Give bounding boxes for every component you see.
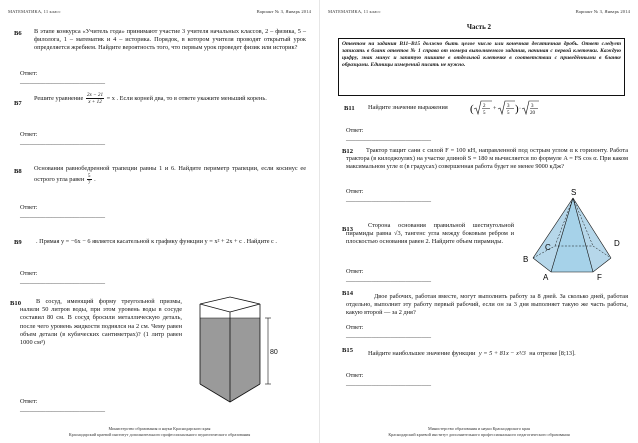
- height-label: 80: [270, 349, 278, 356]
- task-text: Сторона основания правильной шестиугольной пирамиды равна √3, тангенс угла между боковым ребром и плоскостью основания равен 2. Найдите объем пирамиды.: [346, 222, 514, 246]
- vertex-a: A: [543, 273, 549, 282]
- task-number: B12: [342, 148, 353, 155]
- task-number: B9: [14, 239, 22, 246]
- prism-figure: [188, 294, 288, 406]
- svg-text:2: 2: [483, 104, 486, 109]
- fraction: $\frac{5}{7}$: [87, 173, 91, 187]
- svg-text:·: ·: [519, 106, 521, 112]
- task-text: В сосуд, имеющий форму треугольной призмы, налили 50 литров воды, при этом уровень воды в сосуде составил 80 см. В сосуд бросили металлическую деталь, после чего уровень жидкости поднялся на 2 см. Чему равен объем детали (в кубических сантиметрах)? (1 литр равен 1000 см³): [20, 298, 182, 347]
- task-number: B6: [14, 30, 22, 37]
- answer-line: Ответ: ___________________________: [346, 188, 432, 204]
- svg-text:+: +: [493, 106, 497, 112]
- vertex-f: F: [597, 273, 602, 282]
- task-number: B13: [342, 226, 353, 233]
- task-number: B11: [344, 105, 355, 112]
- svg-text:20: 20: [530, 111, 535, 116]
- task-text: Трактор тащит сани с силой F = 100 кН, направленной под острым углом α к горизонту. Работа трактора (в килоджоулях) на участке длиной S = 180 м вычисляется по формуле A = FS cos α. При каком максимальном угле α (в градусах) совершенная работа будет не менее 9000 кДж?: [346, 147, 628, 171]
- vertex-c: C: [545, 243, 551, 252]
- svg-text:5: 5: [507, 111, 510, 116]
- task-number: B10: [10, 300, 21, 307]
- footer: Министерство образования и науки Краснодарского края Краснодарский краевой институт дополнительного профессионального педагогического образования: [68, 426, 251, 437]
- vertex-d: D: [614, 239, 620, 248]
- footer: Министерство образования и науки Краснодарского края Краснодарский краевой институт дополнительного профессионального педагогического образования: [388, 426, 570, 437]
- answer-line: Ответ: ___________________________: [20, 70, 106, 86]
- task-text: Найдите значение выражения: [368, 104, 448, 111]
- part-title: Часть 2: [466, 23, 492, 31]
- svg-text:): ): [515, 103, 519, 115]
- function-formula: y = 5 + 81x − x³/3: [478, 350, 526, 357]
- fraction: $\frac{2x - 21}{x + 12}$: [86, 92, 104, 105]
- answer-line: Ответ: ___________________________: [20, 131, 106, 147]
- header-subject: МАТЕМАТИКА, 11 класс: [328, 9, 381, 14]
- vertex-b: B: [523, 255, 529, 264]
- vertex-s: S: [571, 188, 577, 197]
- b11-expression: [470, 98, 540, 118]
- answer-line: Ответ: ___________________________: [346, 372, 432, 388]
- instructions-box: Ответом на задания B11–B15 должно быть целое число или конечная десятичная дробь. Ответ следует записать в бланк ответов № 1 справа от номера выполняемого задания, начиная с первой клеточки. Каждую цифру, знак минус и запятую пишите в отдельной клеточке в соответствии с приведёнными в бланке образцами. Единицы измерений писать не нужно.: [338, 38, 625, 96]
- answer-line: Ответ: ___________________________: [20, 270, 106, 286]
- task-number: B7: [14, 100, 22, 107]
- task-number: B14: [342, 290, 353, 297]
- task-text: Решите уравнение $\frac{2x - 21}{x + 12}$ = x . Если корней два, то в ответе укажите меньший корень.: [34, 92, 267, 105]
- svg-text:3: 3: [531, 104, 534, 109]
- svg-text:3: 3: [507, 104, 510, 109]
- answer-line: Ответ: ___________________________: [20, 204, 106, 220]
- task-text: В этапе конкурса «Учитель года» принимают участие 3 учителя начальных классов, 2 – физика, 5 – филолога, 1 – математик и 4 – историка. Порядок, в котором учителя проводят открытый урок определяется жребием. Найдите вероятность того, что первым урок проведет физик или историк?: [34, 28, 306, 52]
- task-text: Основания равнобедренной трапеции равны 1 и 6. Найдите периметр трапеции, если косинус ее острого угла равен $\frac{5}{7}$ .: [34, 165, 306, 187]
- svg-text:5: 5: [483, 111, 486, 116]
- header-subject: МАТЕМАТИКА, 11 класс: [8, 9, 61, 14]
- task-text: Найдите наибольшее значение функции y = 5 + 81x − x³/3 на отрезке [8;13].: [368, 350, 576, 357]
- header-variant: Вариант № 3, Январь 2014: [256, 9, 311, 14]
- task-number: B8: [14, 168, 22, 175]
- answer-line: Ответ: ___________________________: [346, 127, 432, 143]
- pyramid-figure: [515, 188, 627, 282]
- answer-line: Ответ: ___________________________: [346, 268, 432, 284]
- answer-line: Ответ: ___________________________: [346, 324, 432, 340]
- task-number: B15: [342, 347, 353, 354]
- answer-line: Ответ: ___________________________: [20, 398, 106, 414]
- svg-text:(: (: [470, 103, 474, 115]
- right-page: [319, 0, 638, 443]
- task-text: Двое рабочих, работая вместе, могут выполнить работу за 8 дней. За сколько дней, работая отдельно, выполнит эту работу первый рабочий, если он за 3 дня выполняет такую же часть работы, какую второй — за 2 дня?: [346, 293, 628, 317]
- task-text: . Прямая y = −6x − 6 является касательной к графику функции y = x² + 2x + c . Найдите c .: [36, 238, 277, 245]
- header-variant: Вариант № 3, Январь 2014: [575, 9, 630, 14]
